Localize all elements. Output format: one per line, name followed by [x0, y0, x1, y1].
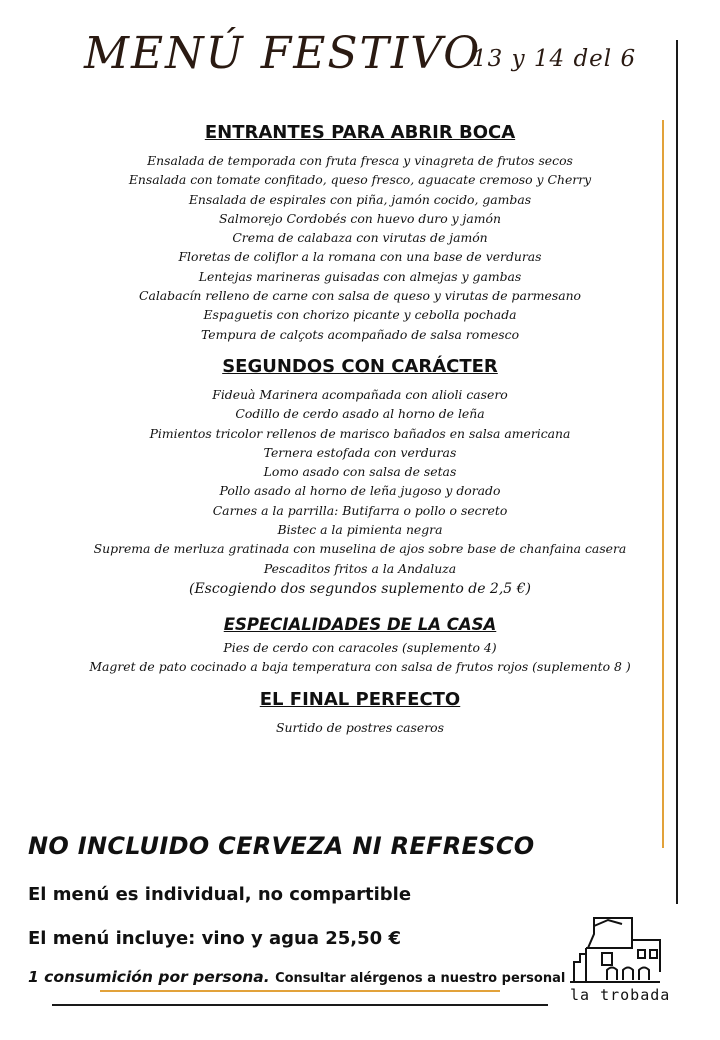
menu-title: MENÚ FESTIVO [84, 28, 482, 79]
menu-item: Pollo asado al horno de leña jugoso y dorado [219, 483, 501, 499]
menu-item: Ensalada con tomate confitado, queso fresco, aguacate cremoso y Cherry [128, 172, 592, 188]
menu-item: Surtido de postres caseros [276, 719, 444, 735]
section-title: EL FINAL PERFECTO [259, 688, 461, 710]
no-incluido-notice: NO INCLUIDO CERVEZA NI REFRESCO [28, 832, 535, 860]
menu-item: Suprema de merluza gratinada con muselina de ajos sobre base de chanfaina casera [93, 541, 627, 557]
footer-line [52, 1004, 548, 1006]
section-final [60, 689, 660, 737]
section-especialidades [60, 615, 660, 677]
menu-item: Calabacín relleno de carne con salsa de queso y virutas de parmesano [138, 288, 582, 304]
section-entrantes [60, 122, 660, 344]
section-title: ENTRANTES PARA ABRIR BOCA [204, 122, 516, 143]
footer-accent-line [100, 990, 500, 992]
menu-item: Magret de pato cocinado a baja temperatura con salsa de frutos rojos (suplemento 8 ) [89, 659, 631, 675]
section-title: SEGUNDOS CON CARÁCTER [222, 355, 498, 377]
section-segundos [60, 356, 660, 600]
individual-notice: El menú es individual, no compartible [28, 884, 412, 905]
allergen-text: Consultar alérgenos a nuestro personal [275, 971, 566, 986]
accent-line [662, 120, 664, 848]
menu-date: 13 y 14 del 6 [472, 46, 637, 72]
section-title: ESPECIALIDADES DE LA CASA [223, 614, 497, 634]
supplement-note: (Escogiendo dos segundos suplemento de 2,5 €) [188, 580, 532, 597]
menu-item: Fideuà Marinera acompañada con alioli casero [212, 386, 508, 402]
menu-item: Salmorejo Cordobés con huevo duro y jamón [219, 210, 501, 226]
menu-item: Ternera estofada con verduras [263, 444, 457, 460]
consumption-text: 1 consumición por persona. [28, 968, 270, 986]
menu-item: Pescaditos fritos a la Andaluza [263, 560, 457, 576]
menu-item: Crema de calabaza con virutas de jamón [232, 230, 488, 246]
right-border-line [676, 40, 678, 904]
menu-item: Espaguetis con chorizo picante y cebolla pochada [203, 307, 517, 323]
menu-item: Tempura de calçots acompañado de salsa romesco [200, 326, 520, 342]
menu-item: Ensalada de temporada con fruta fresca y vinagreta de frutos secos [147, 153, 573, 168]
menu-item: Pimientos tricolor rellenos de marisco bañados en salsa americana [149, 425, 571, 441]
menu-item: Ensalada de espirales con piña, jamón cocido, gambas [188, 191, 532, 207]
menu-item: Lentejas marineras guisadas con almejas y gambas [198, 268, 522, 284]
menu-item: Bistec a la pimienta negra [277, 522, 443, 538]
consumption-notice [28, 968, 565, 986]
logo-text: la trobada [570, 986, 671, 1004]
menu-item: Lomo asado con salsa de setas [263, 464, 457, 480]
price-notice: El menú incluye: vino y agua 25,50 € [28, 928, 401, 949]
menu-item: Codillo de cerdo asado al horno de leña [235, 406, 485, 422]
menu-body [60, 122, 660, 737]
menu-item: Carnes a la parrilla: Butifarra o pollo o secreto [212, 502, 508, 518]
menu-item: Floretas de coliflor a la romana con una base de verduras [178, 249, 542, 265]
menu-item: Pies de cerdo con caracoles (suplemento 4) [223, 639, 497, 655]
